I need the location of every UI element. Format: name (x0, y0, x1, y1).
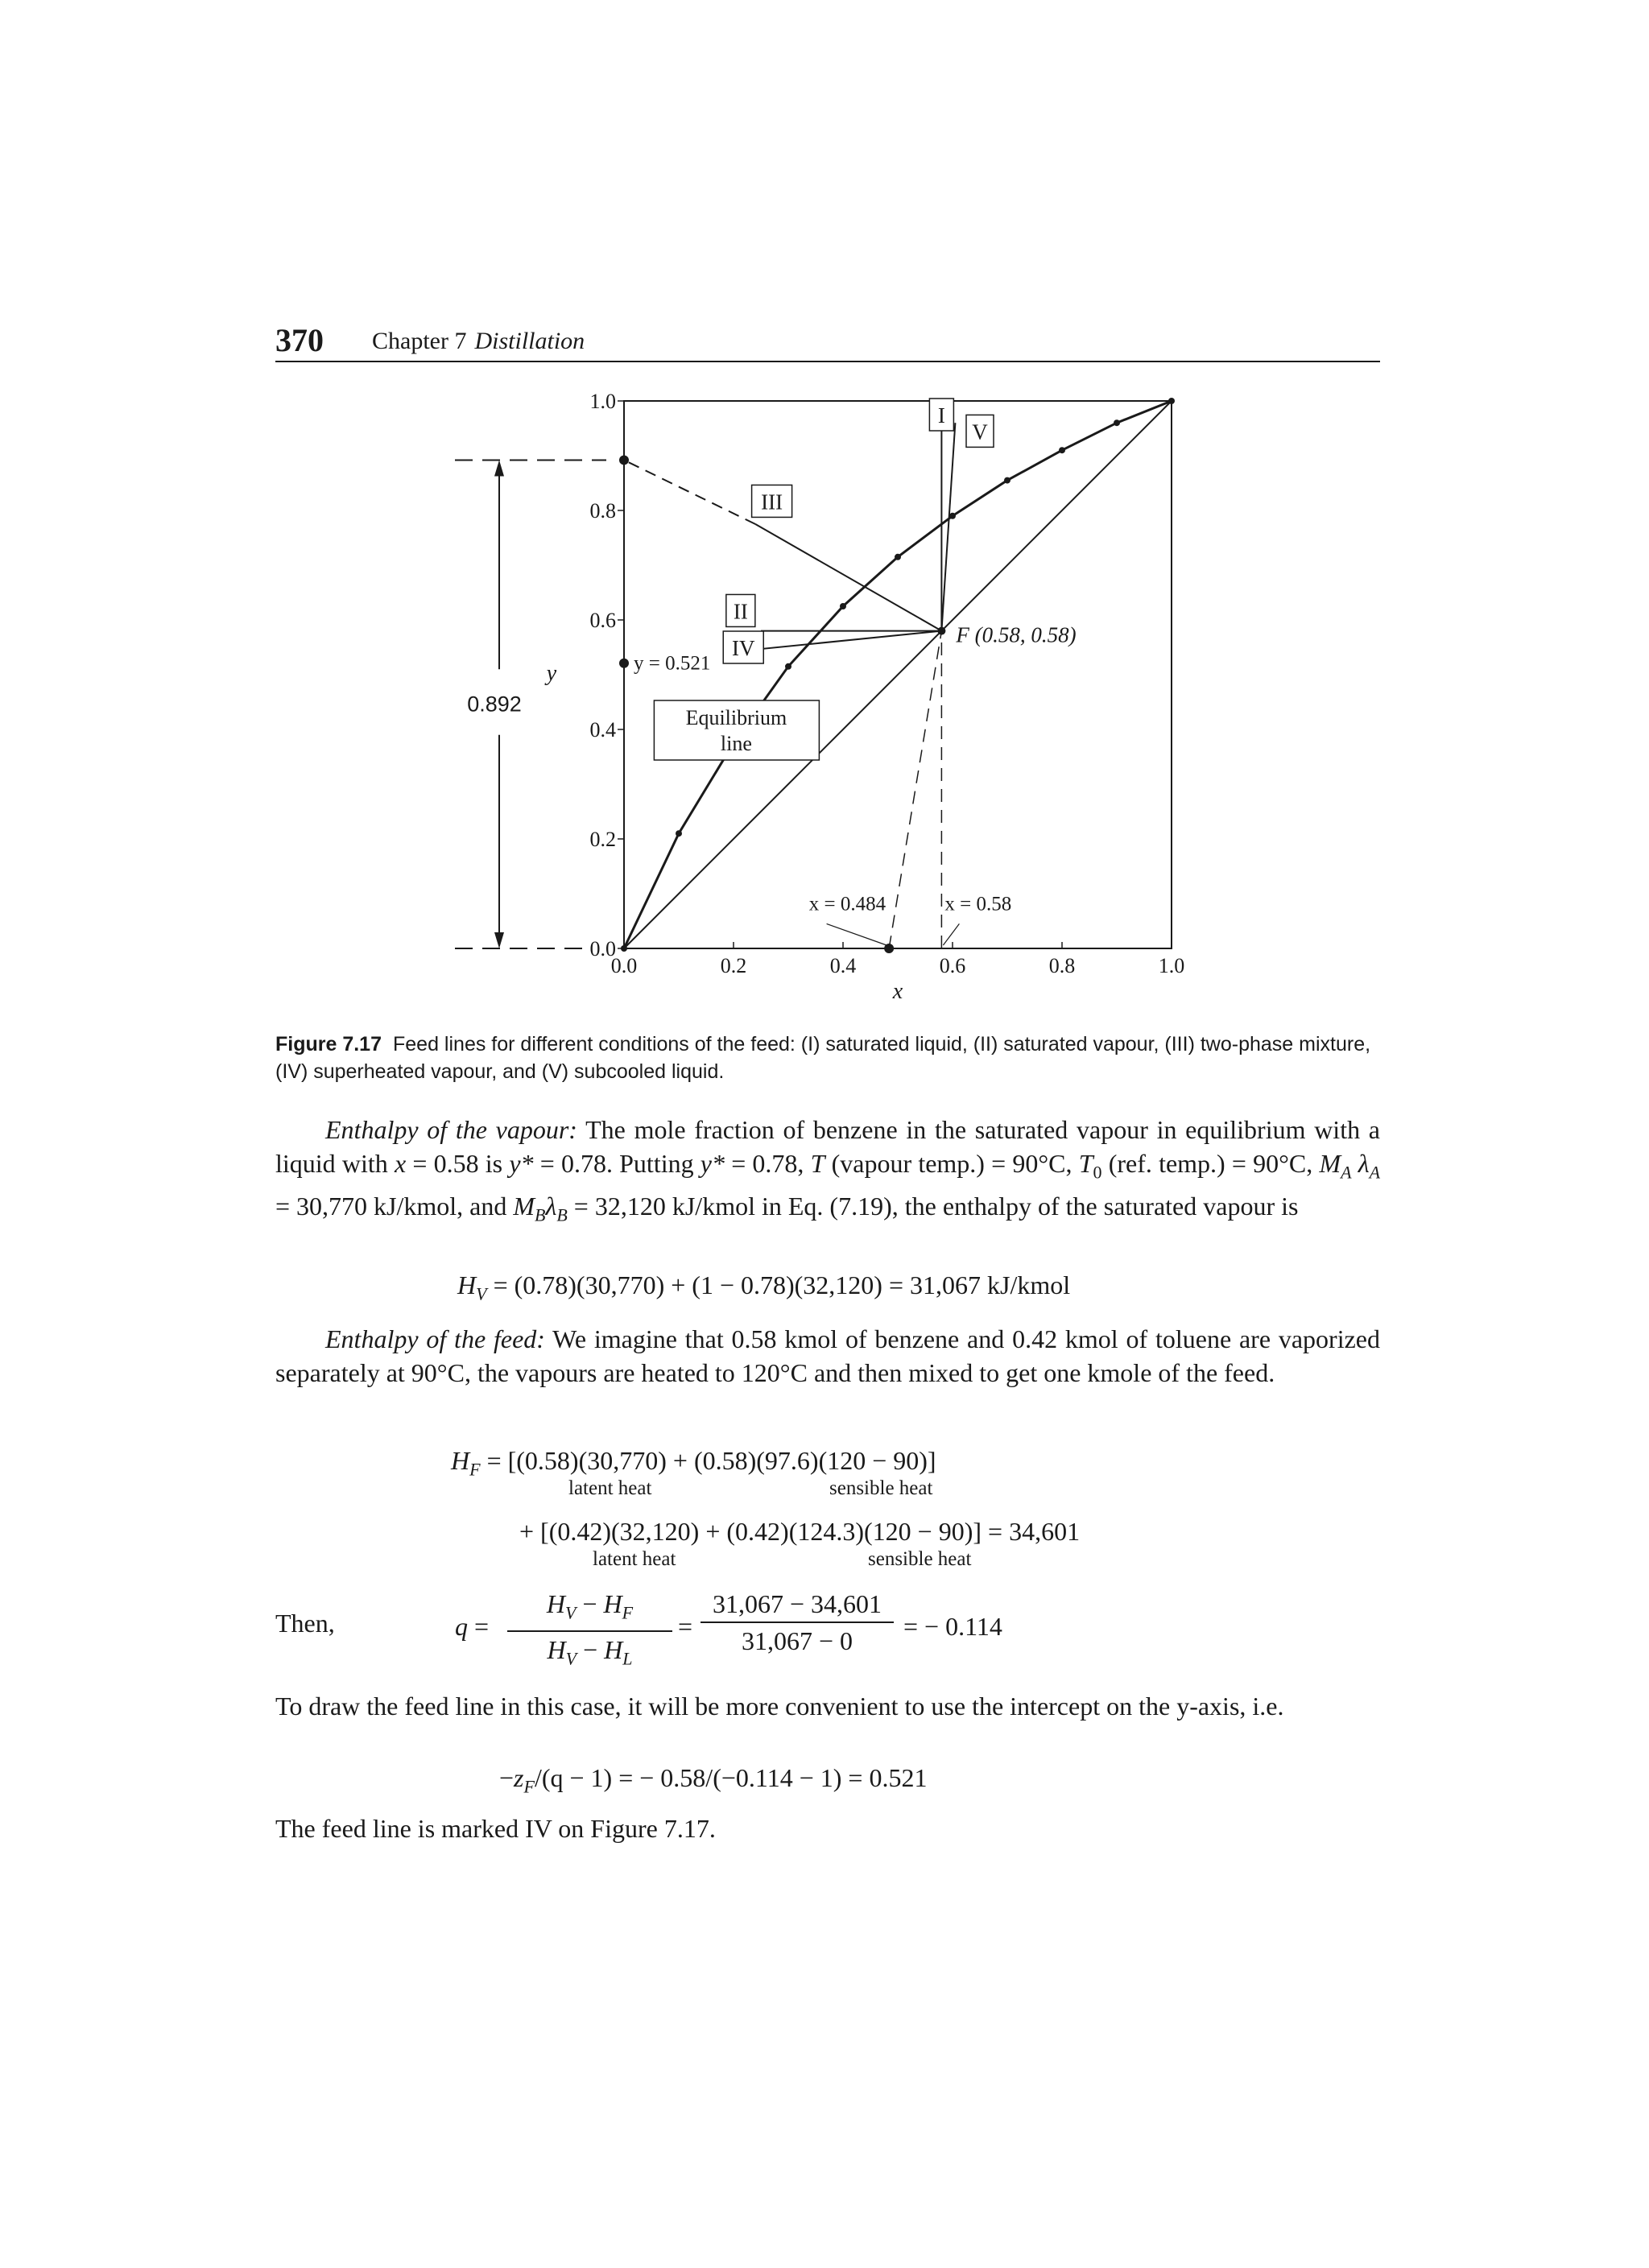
y-tick-label: 0.0 (589, 937, 616, 960)
figure-caption (275, 1031, 1380, 1085)
x-marker-leader (943, 923, 959, 945)
text-run: The mole fraction of benzene in the saturated vapour in equilibrium with a liquid with (275, 1115, 1381, 1178)
q-denominator: 31,067 − 0 (741, 1626, 853, 1655)
y-tick-label: 1.0 (589, 390, 616, 413)
page-header (275, 322, 1380, 359)
feed-line (941, 423, 955, 630)
equation-hf-line2: + [(0.42)(32,120) + (0.42)(124.3)(120 − 90)] = 34,601 (519, 1517, 1081, 1546)
equilibrium-point (1059, 447, 1065, 453)
feed-point-label: F (0.58, 0.58) (956, 622, 1077, 647)
equilibrium-point (1168, 398, 1175, 404)
x-axis-label: x (892, 979, 903, 1004)
mccabe-thiele-figure (451, 370, 1224, 1014)
text-run: (ref. temp.) = 90°C, (1101, 1149, 1320, 1178)
equilibrium-point (895, 554, 901, 560)
header-rule (275, 361, 1380, 362)
feed-line (755, 524, 941, 631)
equilibrium-point (1114, 419, 1120, 426)
equals-sign: = (678, 1612, 693, 1641)
feed-line-extension (624, 460, 755, 524)
feed-line-label: III (761, 490, 783, 514)
feed-line-label: V (972, 419, 988, 444)
label-latent-heat-2: latent heat (593, 1548, 676, 1570)
label-sensible-heat-1: sensible heat (829, 1477, 933, 1499)
intercept-point-IV (619, 659, 629, 668)
x-tick-label: 0.2 (720, 954, 747, 977)
feed-line-label: II (733, 599, 748, 624)
q-symbol: q = (455, 1612, 490, 1641)
equation-text: = (0.78)(30,770) + (1 − 0.78)(32,120) = 31,067 kJ/kmol (486, 1270, 1071, 1299)
feed-line (734, 631, 941, 652)
equation-text: = [(0.58)(30,770) + (0.58)(97.6)(120 − 90)] (480, 1446, 936, 1475)
q-numeric-fraction (701, 1588, 894, 1657)
dimension-arrow (494, 460, 504, 476)
x-marker-dashed-line (889, 631, 941, 948)
x-tick-label: 0.6 (939, 954, 966, 977)
equation-hv: $H_V = (0.78)(30,770) + (1 - 0.78)(32,120) = 31,067$ kJ/kmol (457, 1270, 1071, 1304)
equilibrium-label: Equilibrium (685, 706, 787, 729)
feed-line-label: I (937, 403, 945, 428)
equilibrium-point (1004, 477, 1010, 484)
paragraph-feed-line-intro: To draw the feed line in this case, it will be more convenient to use the intercept on the y-axis, i.e. (275, 1692, 1284, 1721)
label-latent-heat-1: latent heat (568, 1477, 652, 1499)
x-marker-label: x = 0.484 (808, 893, 886, 915)
intercept-label: y = 0.521 (634, 652, 711, 675)
dimension-label: 0.892 (467, 692, 522, 717)
text-run: We imagine that 0.58 kmol of benzene and 0.42 kmol of toluene are vaporized separately at 90°C, the vapours are heated to 120°C and then mixed to get one kmole of the feed. (275, 1324, 1381, 1387)
caption-text: Feed lines for different conditions of the feed: (I) saturated liquid, (II) saturated vapour, (III) two-phase mixture, (IV) superheated vapour, and (V) subcooled liquid. (275, 1033, 1371, 1083)
y-tick-label: 0.6 (589, 609, 616, 632)
y-tick-label: 0.4 (589, 718, 616, 742)
equilibrium-point (785, 663, 791, 670)
q-result: = − 0.114 (903, 1612, 1002, 1641)
run-in-head: Enthalpy of the vapour: (325, 1115, 577, 1144)
page-number: 370 (275, 322, 324, 358)
text-run: = 0.78, (725, 1149, 811, 1178)
equilibrium-point (949, 513, 956, 519)
x-tick-label: 0.8 (1048, 954, 1076, 977)
figure-label: Figure 7.17 (275, 1033, 382, 1056)
q-symbolic-fraction: $H_V - H_F$ $H_V - H_L$ (507, 1588, 672, 1675)
section-label: Distillation (474, 328, 585, 354)
equilibrium-point (621, 945, 627, 952)
then-label: Then, (275, 1609, 335, 1638)
running-head (372, 325, 585, 357)
text-run: = 0.58 is (406, 1149, 510, 1178)
paragraph-feed-enthalpy (275, 1322, 1380, 1390)
intercept-point (619, 455, 629, 465)
q-numerator: 31,067 − 34,601 (712, 1589, 882, 1618)
equation-hf-line1: $H_F = [(0.58)(30,770) + (0.58)(97.6)(120 - 90)]$ (451, 1446, 936, 1480)
x-tick-label: 0.4 (829, 954, 857, 977)
text-run: = 30,770 kJ/kmol, and (275, 1192, 514, 1221)
text-run: (vapour temp.) = 90°C, (824, 1149, 1079, 1178)
x-marker-label: x = 0.58 (944, 893, 1012, 915)
x-tick-label: 0.0 (610, 954, 638, 977)
equilibrium-point (676, 830, 682, 837)
equilibrium-label: line (720, 732, 752, 755)
y-tick-label: 0.2 (589, 828, 616, 851)
equation-text: /(q − 1) = − 0.58/(−0.114 − 1) = 0.521 (534, 1763, 928, 1792)
label-sensible-heat-2: sensible heat (868, 1548, 972, 1570)
text-run: = 32,120 kJ/kmol in Eq. (7.19), the enthalpy of the saturated vapour is (567, 1192, 1299, 1221)
diagonal-line (624, 401, 1172, 948)
equation-intercept: $-z_F/(q - 1)$ = − 0.58/(−0.114 − 1) = 0.521 (499, 1763, 928, 1797)
x-marker-leader (827, 923, 887, 945)
paragraph-vapour-enthalpy: Enthalpy of the vapour: The mole fraction of benzene in the saturated vapour in equilibrium with a liquid with x = 0.58 is y* = 0.78. Putting y* = 0.78, T (vapour temp.) = 90°C, $T_0$ (ref. temp.) = 90°C, $M_A$ $\lambda_A = 30,770$ kJ/kmol, and $M_B\lambda_B = 32,120$ kJ/kmol in Eq. (7.19), the enthalpy of the saturated vapour is (275, 1115, 1381, 1225)
y-tick-label: 0.8 (589, 499, 616, 523)
dimension-arrow (494, 932, 504, 948)
feed-line-label: IV (731, 636, 755, 660)
x-tick-label: 1.0 (1158, 954, 1185, 977)
chapter-label: Chapter 7 (372, 328, 467, 354)
text-run: = 0.78. Putting (533, 1149, 701, 1178)
paragraph-conclusion: The feed line is marked IV on Figure 7.17. (275, 1814, 716, 1843)
run-in-head: Enthalpy of the feed: (325, 1324, 545, 1353)
y-axis-label: y (546, 660, 557, 686)
equilibrium-point (840, 603, 846, 609)
